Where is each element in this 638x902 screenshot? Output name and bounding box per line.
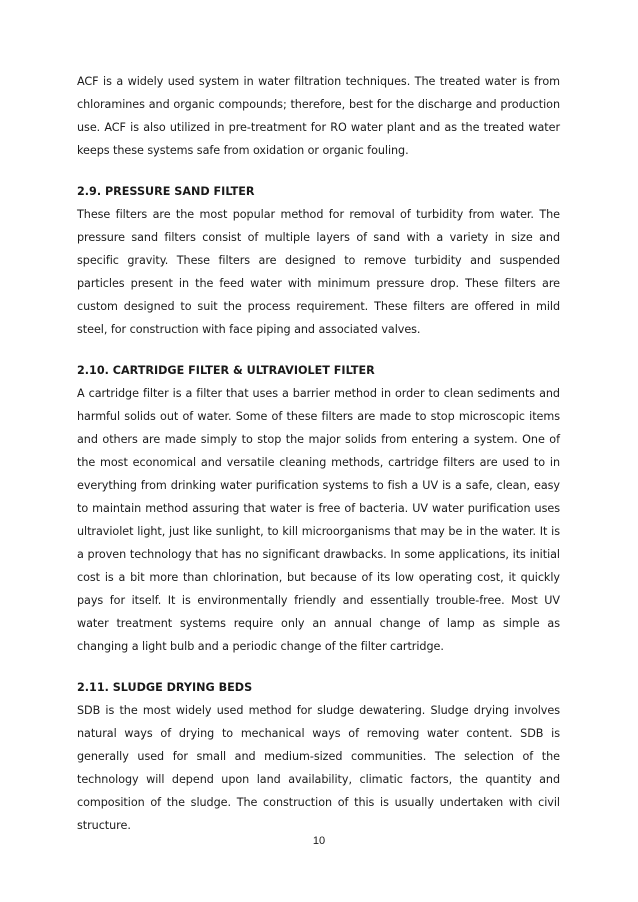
section-cartridge-uv-filter bbox=[77, 359, 560, 658]
page-number: 10 bbox=[312, 835, 326, 847]
section-sludge-drying-beds bbox=[77, 676, 560, 837]
section-paragraph: These filters are the most popular method for removal of turbidity from water. The pressure sand filters consist of multiple layers of sand with a variety in size and specific gravity. These filters are designed to remove turbidity and suspended particles present in the feed water with minimum pressure drop. These filters are custom designed to suit the process requirement. These filters are offered in mild steel, for construction with face piping and associated valves. bbox=[77, 208, 560, 336]
section-gap bbox=[77, 162, 560, 180]
section-heading: 2.10. CARTRIDGE FILTER & ULTRAVIOLET FILTER bbox=[77, 364, 375, 377]
section-pressure-sand-filter bbox=[77, 180, 560, 341]
section-heading: 2.11. SLUDGE DRYING BEDS bbox=[77, 681, 253, 694]
intro-paragraph: ACF is a widely used system in water filtration techniques. The treated water is from chloramines and organic compounds; therefore, best for the discharge and production use. ACF is also utilized in pre-treatment for RO water plant and as the treated water keeps these systems safe from oxidation or organic fouling. bbox=[77, 75, 560, 157]
section-paragraph: SDB is the most widely used method for sludge dewatering. Sludge drying involves natural ways of drying to mechanical ways of removing water content. SDB is generally used for small and medium-sized communities. The selection of the technology will depend upon land availability, climatic factors, the quantity and composition of the sludge. The construction of this is usually undertaken with civil structure. bbox=[77, 704, 560, 832]
section-gap bbox=[77, 341, 560, 359]
section-heading: 2.9. PRESSURE SAND FILTER bbox=[77, 185, 255, 198]
section-paragraph: A cartridge filter is a filter that uses a barrier method in order to clean sediments and harmful solids out of water. Some of these filters are made to stop microscopic items and others are made simply to stop the major solids from entering a system. One of the most economical and versatile cleaning methods, cartridge filters are used to in everything from drinking water purification systems to fish a UV is a safe, clean, easy to maintain method assuring that water is free of bacteria. UV water purification uses ultraviolet light, just like sunlight, to kill microorganisms that may be in the water. It is a proven technology that has no significant drawbacks. In some applications, its initial cost is a bit more than chlorination, but because of its low operating cost, it quickly pays for itself. It is environmentally friendly and essentially trouble-free. Most UV water treatment systems require only an annual change of lamp as simple as changing a light bulb and a periodic change of the filter cartridge. bbox=[77, 387, 560, 653]
document-body bbox=[77, 70, 560, 837]
section-gap bbox=[77, 658, 560, 676]
